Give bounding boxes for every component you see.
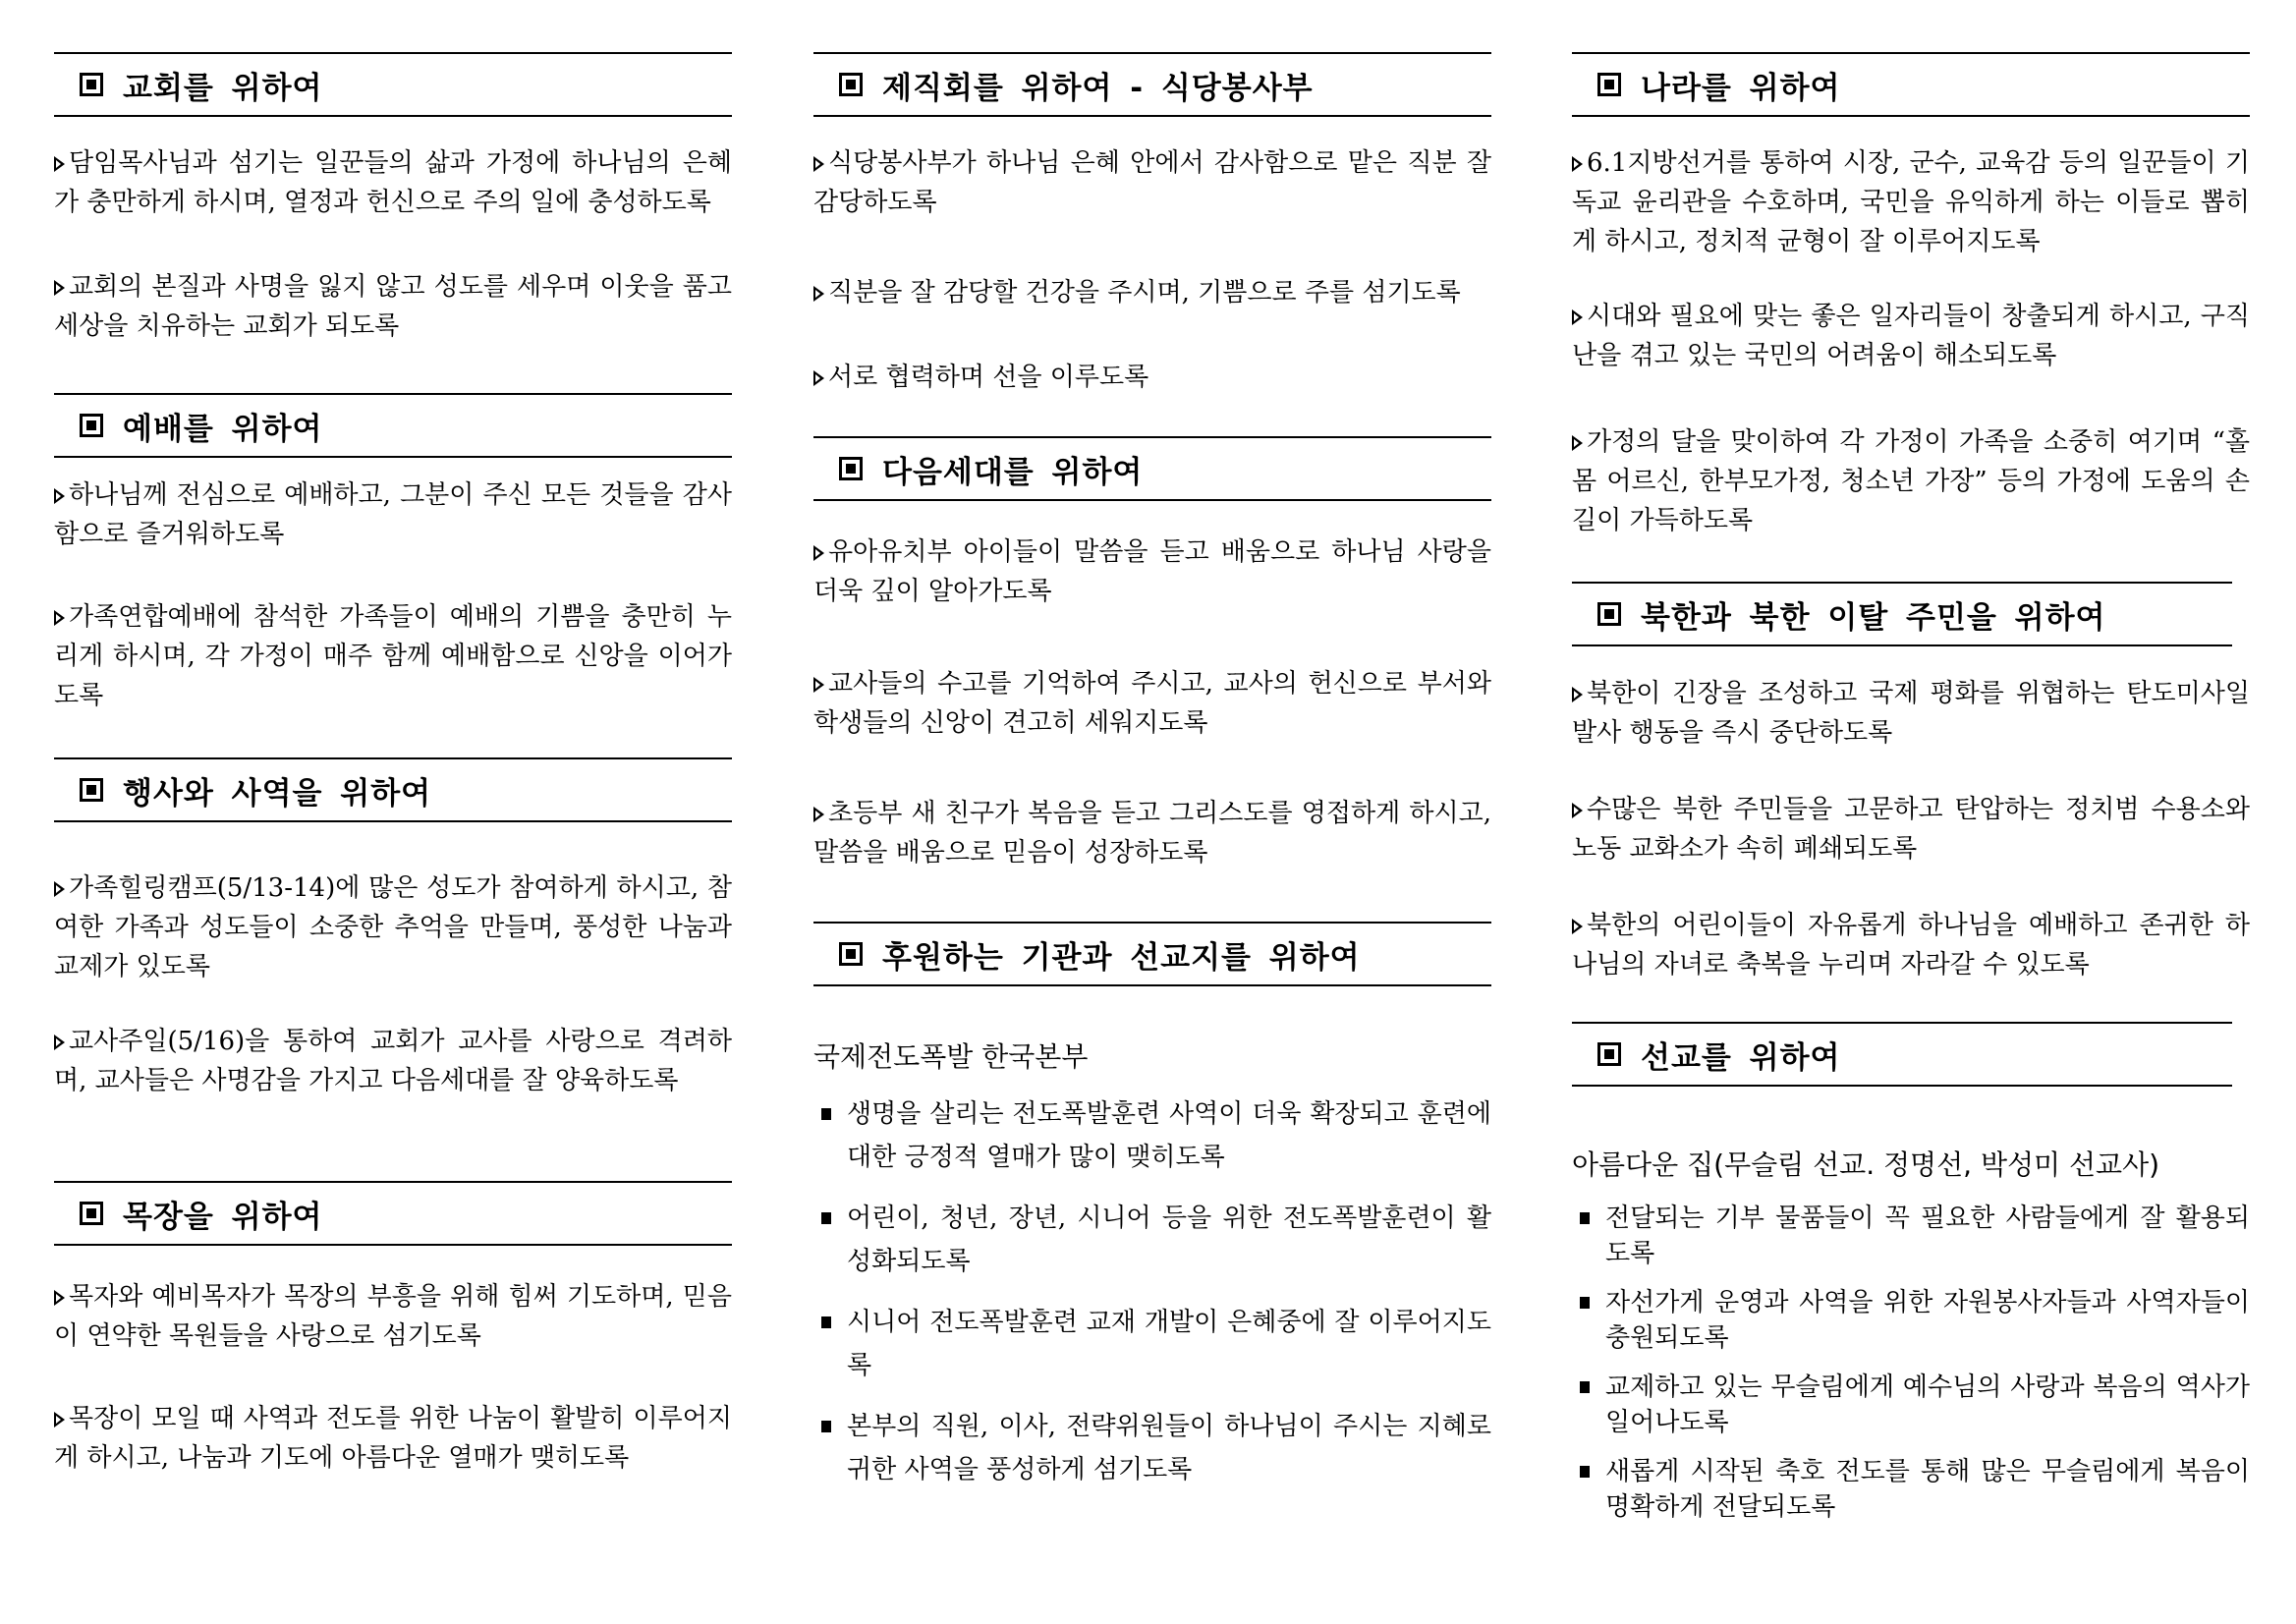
bullet-item: 어린이, 청년, 장년, 시니어 등을 위한 전도폭발훈련이 활성화되도록 (813, 1197, 1491, 1283)
right-triangle-icon (813, 677, 824, 693)
section-header (1572, 582, 2232, 646)
right-triangle-icon (54, 610, 65, 626)
section-title: 후원하는 기관과 선교지를 위하여 (882, 939, 1361, 976)
black-square-icon (821, 1212, 831, 1224)
prayer-item: 수많은 북한 주민들을 고문하고 탄압하는 정치범 수용소와 노동 교화소가 속히 폐쇄되도록 (1572, 795, 2250, 864)
bullet-item: 교제하고 있는 무슬림에게 예수님의 사랑과 복음의 역사가 일어나도록 (1572, 1370, 2250, 1440)
right-triangle-icon (1572, 156, 1583, 172)
section-deacons-kitchen (813, 52, 1491, 117)
right-triangle-icon (813, 807, 824, 822)
square-in-square-icon (80, 73, 103, 96)
square-in-square-icon (839, 73, 863, 96)
right-triangle-icon (1572, 687, 1583, 702)
section-cell-group (54, 1181, 732, 1246)
prayer-item: 직분을 잘 감당할 건강을 주시며, 기쁨으로 주를 섬기도록 (813, 273, 1491, 312)
bullet-item: 생명을 살리는 전도폭발훈련 사역이 더욱 확장되고 훈련에 대한 긍정적 열매가 많이 맺히도록 (813, 1092, 1491, 1179)
prayer-item: 하나님께 전심으로 예배하고, 그분이 주신 모든 것들을 감사함으로 즐거워하도록 (54, 480, 732, 549)
section-header (1572, 1022, 2232, 1087)
bullet-item: 전달되는 기부 물품들이 꼭 필요한 사람들에게 잘 활용되도록 (1572, 1201, 2250, 1271)
square-in-square-icon (80, 1202, 103, 1225)
prayer-item: 담임목사님과 섬기는 일꾼들의 삶과 가정에 하나님의 은혜가 충만하게 하시며, 열정과 헌신으로 주의 일에 충성하도록 (54, 148, 732, 217)
prayer-item: 가족연합예배에 참석한 가족들이 예배의 기쁨을 충만히 누리게 하시며, 각 가정이 매주 함께 예배함으로 신앙을 이어가도록 (54, 602, 732, 710)
section-title: 제직회를 위하여 - 식당봉사부 (882, 70, 1314, 106)
organization-subheading: 아름다운 집(무슬림 선교. 정명선, 박성미 선교사) (1572, 1148, 2160, 1181)
prayer-item: 서로 협력하며 선을 이루도록 (813, 358, 1491, 397)
prayer-item: 식당봉사부가 하나님 은혜 안에서 감사함으로 맡은 직분 잘 감당하도록 (813, 148, 1491, 217)
black-square-icon (1580, 1466, 1590, 1478)
right-triangle-icon (54, 1412, 65, 1428)
section-header (54, 1181, 732, 1246)
right-triangle-icon (54, 488, 65, 504)
right-triangle-icon (813, 286, 824, 302)
section-nation (1572, 52, 2250, 117)
prayer-item: 시대와 필요에 맞는 좋은 일자리들이 창출되게 하시고, 구직난을 겪고 있는 국민의 어려움이 해소되도록 (1572, 302, 2250, 370)
section-missions (1572, 1022, 2250, 1087)
section-header (54, 757, 732, 822)
section-header (813, 436, 1491, 501)
prayer-item: 가족힐링캠프(5/13-14)에 많은 성도가 참여하게 하시고, 참여한 가족과 성도들이 소중한 추억을 만들며, 풍성한 나눔과 교제가 있도록 (54, 873, 732, 981)
section-title: 교회를 위하여 (123, 70, 323, 106)
prayer-item: 목장이 모일 때 사역과 전도를 위한 나눔이 활발히 이루어지게 하시고, 나눔과 기도에 아름다운 열매가 맺히도록 (54, 1404, 732, 1473)
right-triangle-icon (813, 545, 824, 561)
section-next-generation (813, 436, 1491, 501)
bullet-item: 새롭게 시작된 축호 전도를 통해 많은 무슬림에게 복음이 명확하게 전달되도록 (1572, 1454, 2250, 1525)
right-triangle-icon (1572, 435, 1583, 451)
square-in-square-icon (839, 942, 863, 966)
section-header (813, 52, 1491, 117)
right-triangle-icon (54, 1290, 65, 1306)
prayer-item: 교회의 본질과 사명을 잃지 않고 성도를 세우며 이웃을 품고 세상을 치유하는 교회가 되도록 (54, 272, 732, 341)
right-triangle-icon (813, 370, 824, 386)
black-square-icon (1580, 1297, 1590, 1309)
section-church (54, 52, 732, 117)
right-triangle-icon (54, 280, 65, 296)
section-title: 나라를 위하여 (1641, 70, 1841, 106)
section-header (54, 52, 732, 117)
square-in-square-icon (1597, 1042, 1621, 1066)
right-triangle-icon (54, 156, 65, 172)
section-title: 목장을 위하여 (123, 1199, 323, 1235)
section-title: 행사와 사역을 위하여 (123, 775, 432, 812)
section-title: 북한과 북한 이탈 주민을 위하여 (1641, 599, 2106, 636)
section-header (813, 922, 1491, 986)
right-triangle-icon (54, 1035, 65, 1050)
right-triangle-icon (1572, 919, 1583, 934)
black-square-icon (1580, 1381, 1590, 1393)
square-in-square-icon (80, 414, 103, 437)
right-triangle-icon (1572, 803, 1583, 818)
prayer-item: 교사주일(5/16)을 통하여 교회가 교사를 사랑으로 격려하며, 교사들은 사명감을 가지고 다음세대를 잘 양육하도록 (54, 1027, 732, 1095)
square-in-square-icon (80, 778, 103, 802)
section-title: 다음세대를 위하여 (882, 454, 1144, 490)
prayer-item: 6.1지방선거를 통하여 시장, 군수, 교육감 등의 일꾼들이 기독교 윤리관을 수호하며, 국민을 유익하게 하는 이들로 뽑히게 하시고, 정치적 균형이 잘 이루어지도록 (1572, 148, 2250, 256)
prayer-item: 가정의 달을 맞이하여 각 가정이 가족을 소중히 여기며 “홀몸 어르신, 한부모가정, 청소년 가장” 등의 가정에 도움의 손길이 가득하도록 (1572, 427, 2250, 535)
prayer-item: 유아유치부 아이들이 말씀을 듣고 배움으로 하나님 사랑을 더욱 깊이 알아가도록 (813, 537, 1491, 606)
prayer-item: 북한의 어린이들이 자유롭게 하나님을 예배하고 존귀한 하나님의 자녀로 축복을 누리며 자라갈 수 있도록 (1572, 911, 2250, 980)
square-in-square-icon (839, 457, 863, 480)
bullet-item: 자선가게 운영과 사역을 위한 자원봉사자들과 사역자들이 충원되도록 (1572, 1285, 2250, 1356)
square-in-square-icon (1597, 602, 1621, 626)
section-header (54, 393, 732, 458)
section-supported-missions (813, 922, 1491, 986)
black-square-icon (1580, 1212, 1590, 1224)
prayer-item: 북한이 긴장을 조성하고 국제 평화를 위협하는 탄도미사일 발사 행동을 즉시 중단하도록 (1572, 679, 2250, 748)
black-square-icon (821, 1421, 831, 1432)
right-triangle-icon (1572, 309, 1583, 325)
section-north-korea (1572, 582, 2250, 646)
section-events (54, 757, 732, 822)
bullet-item: 본부의 직원, 이사, 전략위원들이 하나님이 주시는 지혜로 귀한 사역을 풍성하게 섬기도록 (813, 1405, 1491, 1491)
prayer-item: 교사들의 수고를 기억하여 주시고, 교사의 헌신으로 부서와 학생들의 신앙이 견고히 세워지도록 (813, 669, 1491, 738)
section-header (1572, 52, 2250, 117)
organization-subheading: 국제전도폭발 한국본부 (813, 1040, 1089, 1073)
section-title: 선교를 위하여 (1641, 1039, 1841, 1076)
right-triangle-icon (54, 881, 65, 897)
right-triangle-icon (813, 156, 824, 172)
black-square-icon (821, 1108, 831, 1120)
section-worship (54, 393, 732, 458)
section-title: 예배를 위하여 (123, 411, 323, 447)
prayer-item: 목자와 예비목자가 목장의 부흥을 위해 힘써 기도하며, 믿음이 연약한 목원들을 사랑으로 섬기도록 (54, 1282, 732, 1351)
bullet-item: 시니어 전도폭발훈련 교재 개발이 은혜중에 잘 이루어지도록 (813, 1301, 1491, 1387)
square-in-square-icon (1597, 73, 1621, 96)
black-square-icon (821, 1316, 831, 1328)
prayer-item: 초등부 새 친구가 복음을 듣고 그리스도를 영접하게 하시고, 말씀을 배움으로 믿음이 성장하도록 (813, 799, 1491, 868)
